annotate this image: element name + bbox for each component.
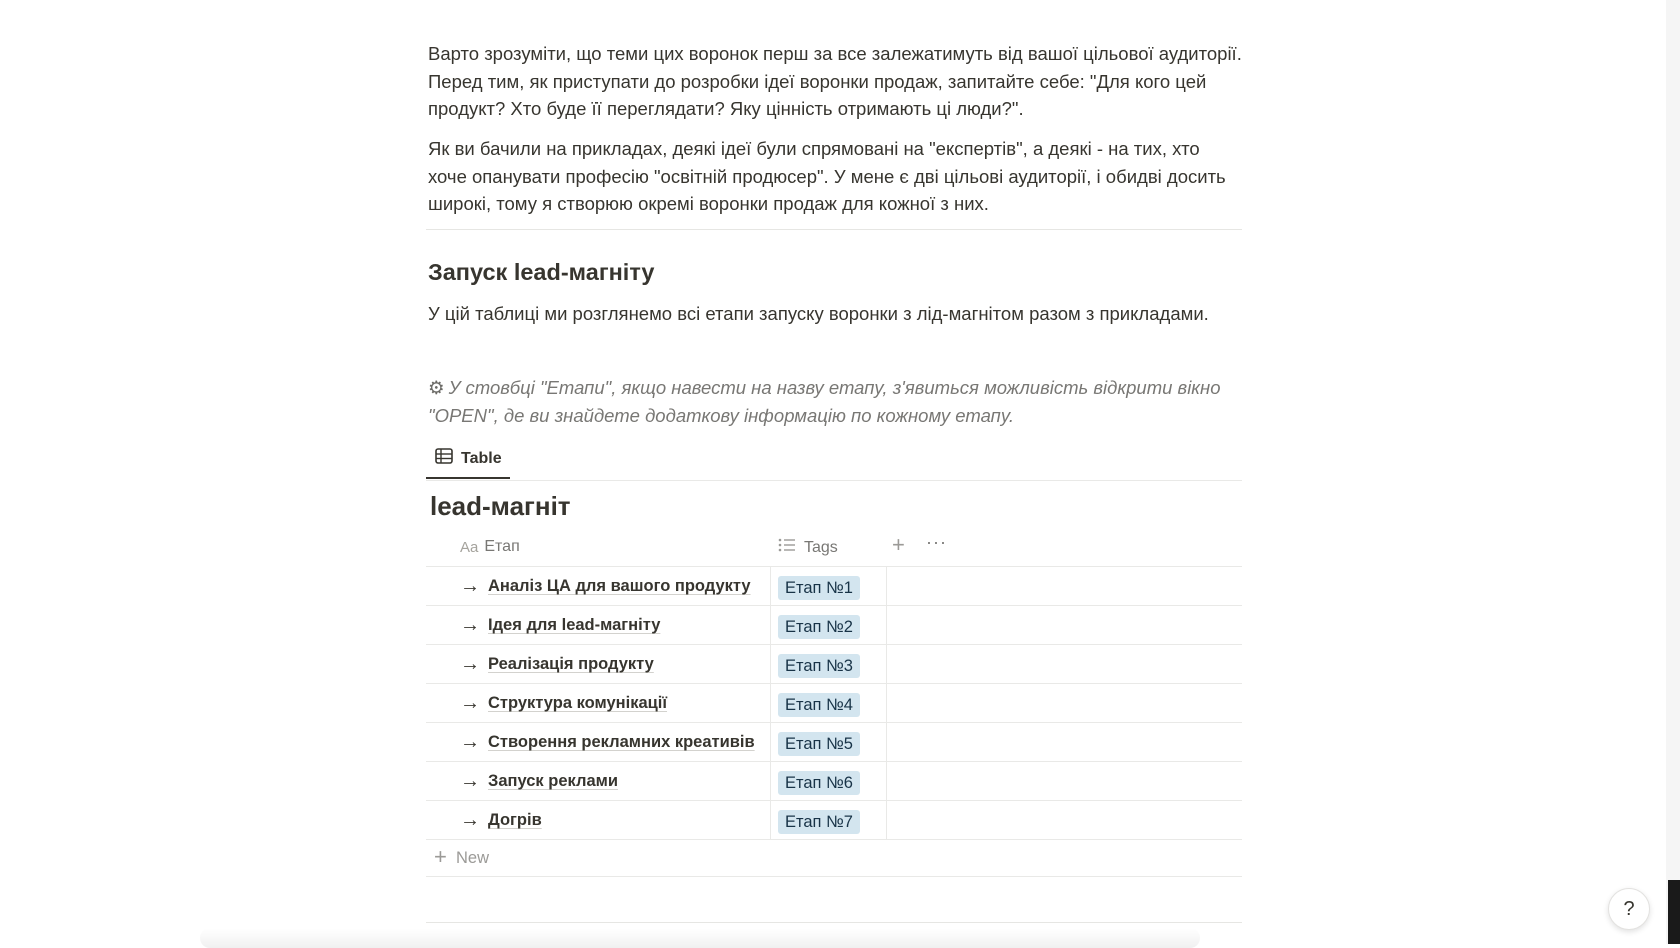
row-stage-label[interactable]: Створення рекламних креативів [488, 733, 755, 751]
stage-tag[interactable]: Етап №3 [778, 654, 860, 678]
help-button[interactable]: ? [1608, 888, 1650, 930]
table-row[interactable] [426, 567, 1242, 606]
scrollbar-thumb[interactable] [1668, 880, 1680, 944]
stage-tag[interactable]: Етап №2 [778, 615, 860, 639]
plus-icon: + [434, 844, 447, 869]
table-row[interactable] [426, 723, 1242, 762]
stage-tag[interactable]: Етап №1 [778, 576, 860, 600]
callout-note [428, 374, 1242, 429]
arrow-right-icon: → [460, 770, 480, 792]
arrow-right-icon: → [460, 575, 480, 597]
tab-table-view[interactable] [426, 440, 510, 479]
row-stage-label[interactable]: Запуск реклами [488, 772, 618, 790]
row-stage-cell[interactable] [460, 614, 660, 637]
database-table [426, 528, 1242, 877]
row-stage-label[interactable]: Догрів [488, 811, 542, 829]
column-header-tags[interactable] [778, 538, 838, 557]
divider [426, 922, 1242, 923]
paragraph-audience: Варто зрозуміти, що теми цих воронок перш за все залежатимуть від вашої цільової аудиторії. Перед тим, як приступати до розробки ідеї воронки продаж, запитайте себе: "Для кого цей продукт? Хто буде її переглядати? Яку цінність отримають ці люди?". [428, 43, 1242, 119]
stage-tag[interactable]: Етап №4 [778, 693, 860, 717]
arrow-right-icon: → [460, 731, 480, 753]
table-row[interactable] [426, 684, 1242, 723]
row-stage-cell[interactable] [460, 809, 542, 832]
stage-tag[interactable]: Етап №6 [778, 771, 860, 795]
table-row[interactable] [426, 801, 1242, 840]
new-row-label: New [456, 849, 490, 867]
database-view-tabs [426, 440, 1242, 481]
row-stage-cell[interactable] [460, 575, 751, 598]
row-stage-label[interactable]: Реалізація продукту [488, 655, 654, 673]
callout-text: У стовбці "Етапи", якщо навести на назву етапу, з'явиться можливість відкрити вікно "OPEN", де ви знайдете додаткову інформацію по кожному етапу. [428, 377, 1221, 426]
table-header [426, 528, 1242, 567]
arrow-right-icon: → [460, 614, 480, 636]
paragraph-examples: Як ви бачили на прикладах, деякі ідеї були спрямовані на "експертів", а деякі - на тих, хто хоче опанувати професію "освітній продюсер". У мене є дві цільові аудиторії, і обидві досить широкі, тому я створюю окремі воронки продаж для кожної з них. [428, 138, 1226, 214]
arrow-right-icon: → [460, 809, 480, 831]
row-stage-cell[interactable] [460, 731, 755, 754]
row-stage-label[interactable]: Ідея для lead-магніту [488, 616, 661, 634]
divider [426, 229, 1242, 230]
add-property-icon[interactable]: + [892, 532, 905, 557]
more-options-icon[interactable]: ··· [926, 532, 947, 552]
column-label: Tags [804, 538, 838, 556]
database-title[interactable]: lead-магніт [430, 491, 571, 521]
section-heading: Запуск lead-магніту [428, 259, 655, 285]
stage-tag[interactable]: Етап №7 [778, 810, 860, 834]
new-row-button[interactable] [426, 840, 1242, 877]
row-stage-label[interactable]: Структура комунікації [488, 694, 668, 712]
table-row[interactable] [426, 645, 1242, 684]
arrow-right-icon: → [460, 653, 480, 675]
table-row[interactable] [426, 762, 1242, 801]
row-stage-label[interactable]: Аналіз ЦА для вашого продукту [488, 577, 751, 595]
row-stage-cell[interactable] [460, 653, 654, 676]
arrow-right-icon: → [460, 692, 480, 714]
intro-paragraph: У цій таблиці ми розглянемо всі етапи запуску воронки з лід-магнітом разом з прикладами. [428, 303, 1209, 324]
row-stage-cell[interactable] [460, 770, 618, 793]
column-header-stage[interactable] [460, 538, 520, 556]
table-row[interactable] [426, 606, 1242, 645]
stage-tag[interactable]: Етап №5 [778, 732, 860, 756]
scrollbar[interactable] [1666, 0, 1680, 944]
bottom-shadow [200, 928, 1200, 948]
table-icon [435, 448, 453, 469]
gear-icon: ⚙ [428, 377, 445, 398]
tab-label: Table [461, 449, 502, 467]
row-stage-cell[interactable] [460, 692, 667, 715]
table-body [426, 567, 1242, 840]
list-icon [778, 538, 796, 557]
text-property-icon: Aa [460, 538, 479, 556]
column-label: Етап [484, 538, 520, 555]
